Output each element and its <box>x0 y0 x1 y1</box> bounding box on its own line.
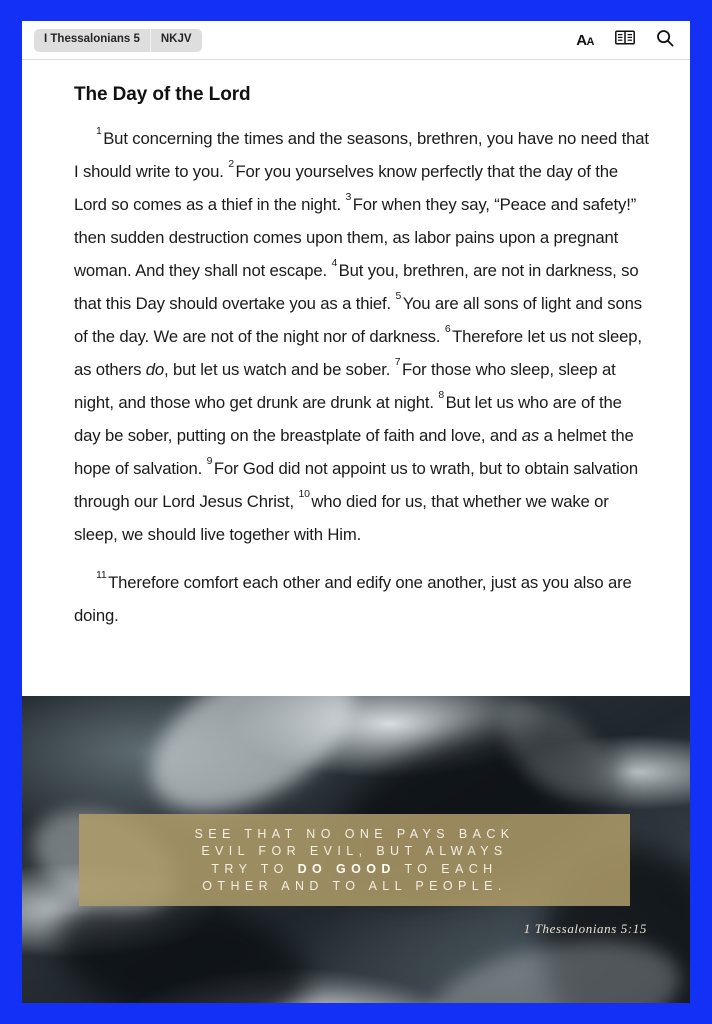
text-size-button[interactable] <box>576 32 594 49</box>
verse-number: 6 <box>444 323 451 335</box>
verse-quote-line-3 <box>211 863 497 876</box>
verse-text: For God did not appoint us to wrath, but to obtain salvation through our Lord Jesus Christ, <box>74 459 639 511</box>
aa-text-size-icon: AA <box>576 31 594 49</box>
book-chapter-selector[interactable]: I Thessalonians 5 <box>34 29 151 52</box>
verse-text: who died for us, that whether we wake or sleep, we should live together with Him. <box>74 492 609 544</box>
verse-reference-credit: 1 Thessalonians 5:15 <box>523 921 647 936</box>
verse-quote-line-4: OTHER AND TO ALL PEOPLE. <box>202 879 507 893</box>
verse-number: 4 <box>331 257 338 269</box>
verse-number: 10 <box>298 488 310 500</box>
verse-text: Therefore comfort each other and edify one another, just as you also are doing. <box>74 573 632 625</box>
version-selector[interactable]: NKJV <box>151 29 202 52</box>
verse-number: 11 <box>96 569 107 581</box>
verse-text-6a: Therefore let us not sleep, as others <box>74 327 642 379</box>
verse-number: 9 <box>206 455 213 467</box>
top-toolbar <box>22 21 690 60</box>
verse-text-8b: a helmet the hope of salvation. <box>74 426 634 478</box>
chapter-reader <box>22 60 690 696</box>
verse-italic-do: do <box>145 360 165 379</box>
search-button[interactable] <box>656 29 674 52</box>
verse-text-8a: But let us who are of the day be sober, putting on the breastplate of faith and love, and <box>74 393 622 445</box>
verse-number: 3 <box>345 191 352 203</box>
verse-quote-line-2: EVIL FOR EVIL, BUT ALWAYS <box>201 844 508 858</box>
verse-number: 7 <box>394 356 401 368</box>
toolbar-actions <box>576 29 674 52</box>
verse-text-6b: , but let us watch and be sober. <box>164 360 391 379</box>
verse-italic-as: as <box>521 426 540 445</box>
reading-view-button[interactable] <box>615 30 635 50</box>
verse-quote-emphasis: DO GOOD <box>297 861 396 876</box>
verse-number: 2 <box>228 158 234 170</box>
verse-text: But concerning the times and the seasons, brethren, you have no need that I should write to you. <box>74 129 649 181</box>
verse-text: For when they say, “Peace and safety!” then sudden destruction comes upon them, as labor pains upon a pregnant woman. And they shall not escape. <box>74 195 637 280</box>
book-view-icon <box>615 30 635 50</box>
reference-pills[interactable] <box>34 29 202 52</box>
verse-quote-line-1: SEE THAT NO ONE PAYS BACK <box>194 826 515 841</box>
verse-text: For those who sleep, sleep at night, and those who get drunk are drunk at night. <box>74 360 616 412</box>
verse-text: But you, brethren, are not in darkness, so that this Day should overtake you as a thief. <box>74 261 639 313</box>
verse-number: 5 <box>395 290 402 302</box>
verse-number: 8 <box>438 389 445 401</box>
verse-quote-line-3-post: TO EACH <box>395 861 498 876</box>
verse-quote-line-3-pre: TRY TO <box>211 861 298 876</box>
verse-image-card[interactable] <box>22 696 690 1003</box>
verse-text: For you yourselves know perfectly that the day of the Lord so comes as a thief in the night. <box>74 162 619 214</box>
verse-text: You are all sons of light and sons of the day. We are not of the night nor of darkness. <box>74 294 642 346</box>
chapter-paragraph-2 <box>74 566 668 632</box>
verse-quote-plaque <box>79 814 630 906</box>
verse-number: 1 <box>96 125 102 137</box>
page-title: The Day of the Lord <box>74 84 251 105</box>
search-icon <box>656 29 674 52</box>
chapter-paragraph-1 <box>74 122 668 551</box>
bible-reader-app <box>22 21 690 1003</box>
